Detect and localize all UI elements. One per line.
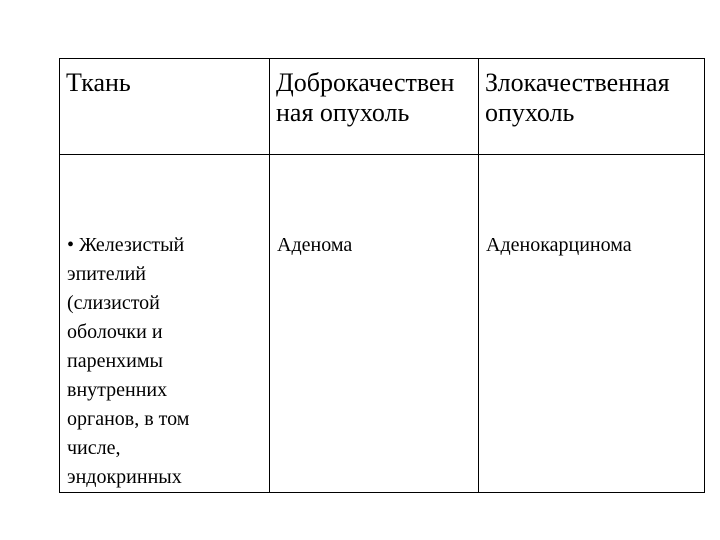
tumor-classification-table xyxy=(59,58,705,493)
tissue-line: органов, в том xyxy=(67,408,190,430)
cell-tissue xyxy=(60,155,270,493)
tissue-line: (слизистой xyxy=(67,292,160,314)
cell-benign xyxy=(270,155,479,493)
header-malignant-label-line2: опухоль xyxy=(485,98,575,127)
benign-tumor-name: Аденома xyxy=(277,234,353,256)
tissue-line: числе, xyxy=(67,437,121,459)
malignant-tumor-name: Аденокарцинома xyxy=(486,234,632,256)
header-malignant-label-line1: Злокачественная xyxy=(485,68,670,97)
table-row xyxy=(60,155,705,493)
header-cell-tissue xyxy=(60,59,270,155)
header-benign-label-line2: ная опухоль xyxy=(276,98,410,127)
header-tissue-label: Ткань xyxy=(66,68,131,97)
tissue-line: паренхимы xyxy=(67,350,163,372)
cell-malignant xyxy=(479,155,705,493)
tissue-line: • Железистый xyxy=(67,234,185,256)
tissue-line: эндокринных xyxy=(67,466,182,488)
table-header-row xyxy=(60,59,705,155)
tissue-line: оболочки и xyxy=(67,321,163,343)
tissue-line: эпителий xyxy=(67,263,146,285)
tissue-line: внутренних xyxy=(67,379,168,401)
header-cell-malignant xyxy=(479,59,705,155)
header-benign-label-line1: Доброкачествен xyxy=(276,68,455,97)
header-cell-benign xyxy=(270,59,479,155)
